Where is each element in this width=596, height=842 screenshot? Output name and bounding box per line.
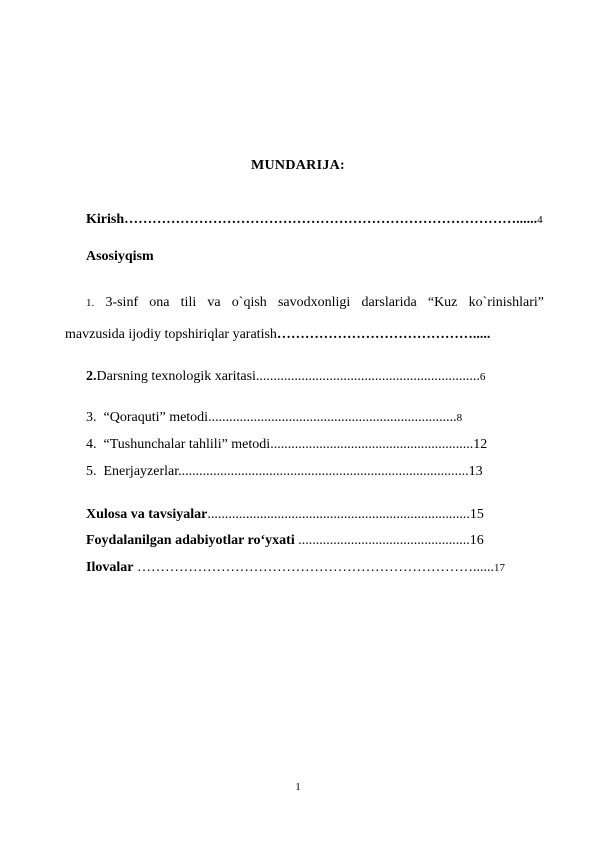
toc-entry-4 [86,437,487,453]
toc-page-number: 4 [537,214,543,226]
toc-page-number: 12 [473,437,488,452]
toc-dots: ………………………………………………………………...... [133,560,494,575]
toc-dots: ........................................................................... [207,507,470,522]
toc-page-number: 17 [493,562,505,574]
toc-number: 1. [86,297,95,309]
toc-page-number: 15 [469,507,484,522]
toc-label: Darsning texnologik xaritasi [96,369,256,384]
toc-entry-1-line1 [86,295,544,311]
toc-page-number: 6 [479,371,486,383]
toc-page-number: 13 [468,464,483,479]
toc-dots: …………………………………………………………………………...... [124,212,538,227]
toc-label: mavzusida ijodiy topshiriqlar yaratish [65,327,277,342]
toc-entry-5 [86,464,483,480]
toc-label: “Tushunchalar tahlili” metodi [103,437,271,452]
toc-dots: ................................................................ [255,369,480,384]
toc-heading-asosiy: Asosiyqism [86,249,154,264]
toc-entry-xulosa [86,507,484,523]
toc-number: 5. [86,464,97,479]
toc-label: “Qoraquti” metodi [103,410,209,425]
toc-label: Kirish [86,212,125,227]
toc-number: 4. [86,437,97,452]
toc-dots: ....................................................................... [208,410,457,425]
toc-label: Enerjayzerlar [103,464,179,479]
toc-label: Xulosa va tavsiyalar [86,507,208,522]
toc-page-number: 8 [456,412,463,424]
page-title: MUNDARIJA: [251,158,345,173]
toc-number: 3. [86,410,97,425]
toc-entry-1-line2 [65,327,490,343]
toc-dots: .......................................................... [270,437,474,452]
toc-entry-ilovalar [86,560,505,576]
toc-entry-kirish [86,212,543,228]
page-number-footer: 1 [295,781,301,793]
toc-number: 2. [86,369,97,384]
toc-label: Foydalanilgan adabiyotlar ro‘yxati [86,533,295,548]
toc-entry-3 [86,410,462,426]
toc-label: Ilovalar [86,560,134,575]
toc-dots: ................................................. [294,533,470,548]
toc-entry-adabiyot [86,533,484,549]
toc-page-number: 16 [469,533,484,548]
toc-dots: ................................................................................... [178,464,469,479]
toc-label: 3-sinf ona tili va o`qish savodxonligi darslarida “Kuz ko`rinishlari” [105,295,544,310]
toc-entry-2 [86,369,485,385]
toc-dots: ……………………………………..... [276,327,491,342]
